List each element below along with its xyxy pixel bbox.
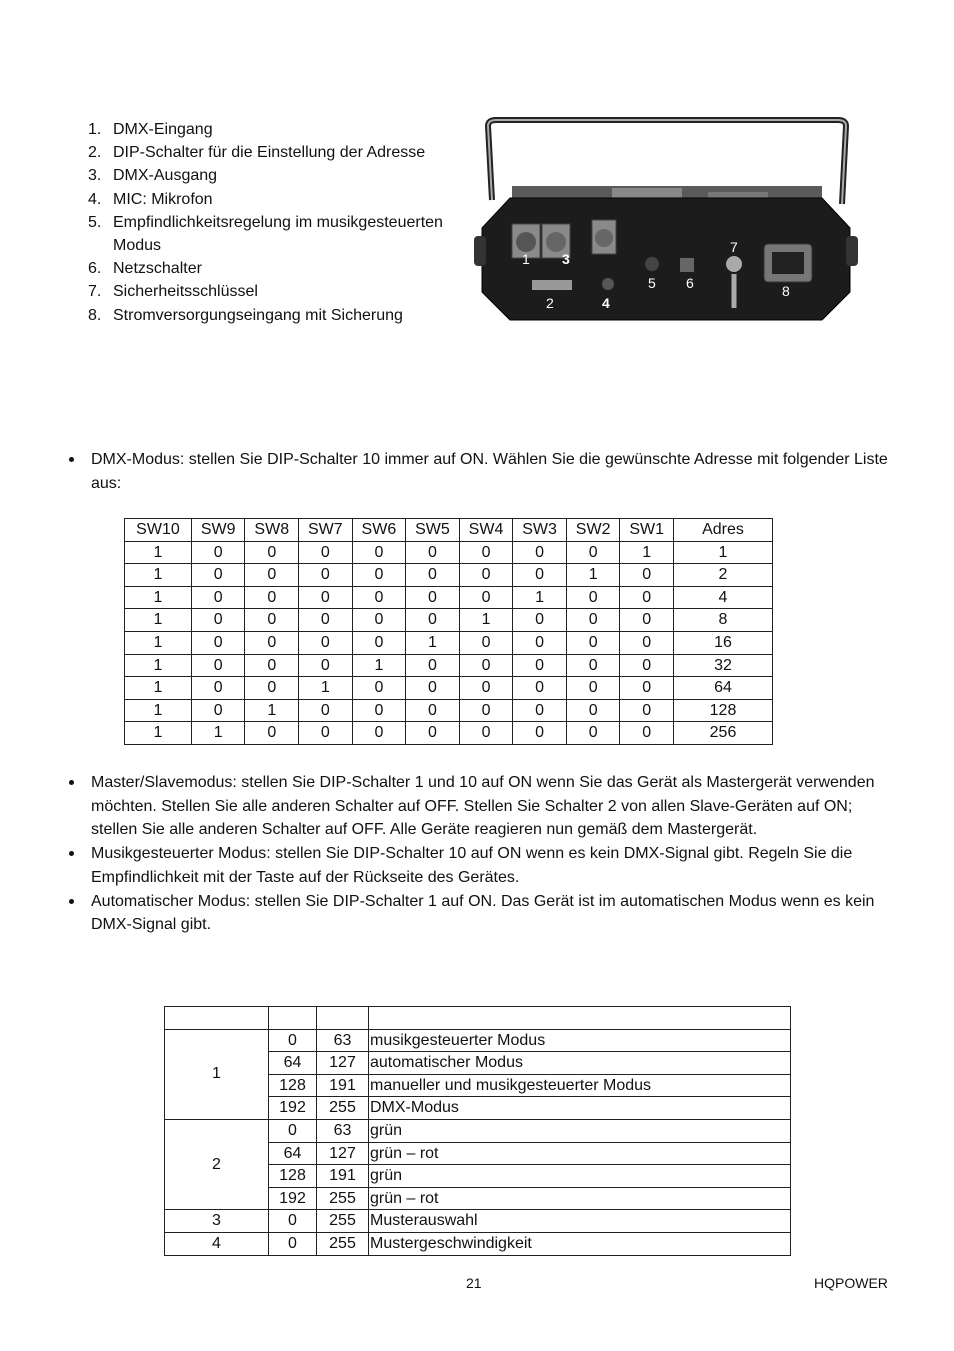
dip-switch-table (124, 518, 773, 745)
table-cell: 0 (406, 586, 460, 609)
device-label-7: 7 (730, 239, 738, 255)
table-cell: 0 (406, 564, 460, 587)
table-cell: 1 (674, 541, 773, 564)
table-cell: 1 (352, 654, 406, 677)
parts-list-item (88, 211, 458, 257)
table-cell: 1 (125, 564, 192, 587)
table-cell-to: 127 (317, 1142, 369, 1165)
table-cell: 0 (566, 609, 620, 632)
bullet-text: Musikgesteuerter Modus: stellen Sie DIP-Schalter 10 auf ON wenn es kein DMX-Signal gibt. Regeln Sie die Empfindlichkeit mit der Taste auf der Rückseite des Gerätes. (91, 845, 853, 886)
table-cell: 0 (299, 722, 353, 745)
table-cell: 1 (620, 541, 674, 564)
bullet-item (66, 890, 896, 937)
table-cell: 0 (352, 677, 406, 700)
table-cell-to: 255 (317, 1097, 369, 1120)
table-cell: 0 (513, 722, 567, 745)
table-cell: 0 (191, 631, 245, 654)
table-cell: 0 (620, 699, 674, 722)
table-row (125, 677, 773, 700)
table-cell: 2 (674, 564, 773, 587)
bullet-dot-icon (69, 899, 74, 904)
table-cell: 0 (352, 564, 406, 587)
table-cell-from: 128 (269, 1074, 317, 1097)
table-cell: 1 (125, 654, 192, 677)
table-cell: 0 (191, 541, 245, 564)
table-cell: 0 (245, 609, 299, 632)
table-header-cell (317, 1007, 369, 1030)
table-header-cell: SW4 (459, 519, 513, 542)
table-row (125, 722, 773, 745)
table-cell: 0 (566, 677, 620, 700)
table-cell-from: 128 (269, 1165, 317, 1188)
table-cell: 0 (299, 631, 353, 654)
table-cell: 0 (245, 654, 299, 677)
table-cell: 0 (459, 677, 513, 700)
parts-list-item (88, 164, 458, 187)
list-text: MIC: Mikrofon (113, 190, 213, 208)
parts-list-item (88, 304, 458, 327)
table-cell-to: 127 (317, 1052, 369, 1075)
table-cell: 1 (125, 586, 192, 609)
table-cell: 0 (620, 654, 674, 677)
list-text: DIP-Schalter für die Einstellung der Adresse (113, 144, 426, 162)
device-rear-panel-image (472, 112, 860, 326)
table-cell-desc: grün – rot (369, 1187, 791, 1210)
table-cell-to: 255 (317, 1232, 369, 1255)
table-cell: 0 (459, 699, 513, 722)
table-cell-to: 191 (317, 1165, 369, 1188)
list-number: 7. (88, 283, 102, 301)
table-cell: 0 (620, 722, 674, 745)
table-header-cell: SW5 (406, 519, 460, 542)
table-cell: 0 (245, 564, 299, 587)
table-cell: 0 (352, 631, 406, 654)
bullet-item (66, 842, 896, 889)
table-cell: 256 (674, 722, 773, 745)
channel-cell: 1 (165, 1029, 269, 1119)
device-label-8: 8 (782, 283, 790, 299)
table-row (125, 609, 773, 632)
table-cell: 1 (125, 541, 192, 564)
table-cell: 1 (299, 677, 353, 700)
table-cell: 0 (513, 677, 567, 700)
table-cell-desc: grün (369, 1119, 791, 1142)
list-text: Stromversorgungseingang mit Sicherung (113, 306, 403, 324)
table-cell: 0 (513, 564, 567, 587)
table-cell: 0 (245, 541, 299, 564)
table-cell: 0 (245, 586, 299, 609)
table-cell-desc: grün (369, 1165, 791, 1188)
table-cell: 0 (299, 654, 353, 677)
table-cell-from: 0 (269, 1232, 317, 1255)
table-cell: 0 (566, 654, 620, 677)
device-label-5: 5 (648, 275, 656, 291)
list-number: 6. (88, 260, 102, 278)
parts-list-item (88, 141, 458, 164)
mode-bullets (66, 771, 896, 937)
device-label-6: 6 (686, 275, 694, 291)
table-cell: 1 (125, 609, 192, 632)
bullet-dot-icon (69, 851, 74, 856)
bullet-text: Master/Slavemodus: stellen Sie DIP-Schalter 1 und 10 auf ON wenn Sie das Gerät als Mastergerät verwenden möchten. Stellen Sie alle anderen Schalter auf OFF. Stellen Sie Schalter 2 von allen Slave-Geräten auf ON; stellen Sie alle anderen Schalter auf OFF. Alle Geräte reagieren nun gemäß dem Mastergerät. (91, 774, 875, 838)
table-cell: 0 (513, 654, 567, 677)
table-row (125, 564, 773, 587)
list-number: 1. (88, 121, 102, 138)
table-cell: 0 (620, 677, 674, 700)
page-number: 21 (466, 1275, 482, 1291)
table-cell: 0 (245, 631, 299, 654)
table-cell-desc: Mustergeschwindigkeit (369, 1232, 791, 1255)
parts-list-item (88, 257, 458, 280)
table-cell: 0 (513, 631, 567, 654)
table-cell: 1 (245, 699, 299, 722)
table-cell: 0 (459, 631, 513, 654)
table-cell-desc: automatischer Modus (369, 1052, 791, 1075)
table-header-cell (269, 1007, 317, 1030)
table-cell: 0 (406, 722, 460, 745)
table-row (165, 1119, 791, 1142)
list-text: Empfindlichkeitsregelung im musikgesteuerten Modus (113, 213, 443, 255)
table-cell-to: 63 (317, 1119, 369, 1142)
table-cell: 0 (459, 564, 513, 587)
table-cell: 0 (352, 609, 406, 632)
table-cell-desc: Musterauswahl (369, 1210, 791, 1233)
table-cell: 0 (245, 677, 299, 700)
list-number: 4. (88, 190, 102, 208)
table-row (125, 699, 773, 722)
table-cell-from: 64 (269, 1052, 317, 1075)
parts-list-item (88, 188, 458, 211)
device-label-1: 1 (522, 251, 530, 267)
table-cell: 1 (125, 677, 192, 700)
table-cell-to: 63 (317, 1029, 369, 1052)
table-row (125, 631, 773, 654)
table-cell: 0 (406, 654, 460, 677)
table-cell: 0 (566, 541, 620, 564)
list-number: 5. (88, 213, 102, 231)
table-cell: 0 (620, 631, 674, 654)
table-cell: 0 (620, 586, 674, 609)
table-cell-from: 0 (269, 1119, 317, 1142)
table-cell-to: 191 (317, 1074, 369, 1097)
table-cell: 0 (566, 722, 620, 745)
table-cell: 0 (299, 564, 353, 587)
list-number: 3. (88, 167, 102, 185)
table-cell: 1 (191, 722, 245, 745)
table-cell: 0 (406, 699, 460, 722)
table-cell: 64 (674, 677, 773, 700)
dmx-mode-bullet (66, 448, 896, 496)
table-header-cell (165, 1007, 269, 1030)
bullet-text: DMX-Modus: stellen Sie DIP-Schalter 10 immer auf ON. Wählen Sie die gewünschte Adresse mit folgender Liste aus: (91, 451, 888, 492)
list-text: Netzschalter (113, 260, 202, 278)
table-cell: 0 (513, 541, 567, 564)
table-row (165, 1232, 791, 1255)
table-cell-desc: manueller und musikgesteuerter Modus (369, 1074, 791, 1097)
bullet-item (66, 448, 896, 495)
table-header-cell: SW7 (299, 519, 353, 542)
list-number: 8. (88, 306, 102, 324)
table-header-cell: SW1 (620, 519, 674, 542)
table-cell: 0 (513, 609, 567, 632)
device-label-3: 3 (562, 251, 570, 267)
device-label-4: 4 (602, 295, 610, 311)
table-cell: 0 (299, 609, 353, 632)
table-cell: 0 (620, 564, 674, 587)
table-cell: 0 (299, 586, 353, 609)
table-cell-desc: grün – rot (369, 1142, 791, 1165)
footer-brand: HQPOWER (814, 1275, 888, 1291)
list-text: DMX-Ausgang (113, 167, 218, 185)
table-header-cell: SW6 (352, 519, 406, 542)
table-cell: 0 (513, 699, 567, 722)
table-header-cell: SW9 (191, 519, 245, 542)
table-cell-from: 64 (269, 1142, 317, 1165)
table-cell: 0 (620, 609, 674, 632)
table-cell: 0 (191, 586, 245, 609)
table-cell: 0 (352, 699, 406, 722)
table-cell: 32 (674, 654, 773, 677)
dmx-channel-table (164, 1006, 791, 1256)
table-cell: 0 (191, 677, 245, 700)
table-cell-to: 255 (317, 1210, 369, 1233)
table-cell: 0 (566, 699, 620, 722)
list-text: Sicherheitsschlüssel (113, 283, 258, 301)
table-cell: 1 (566, 564, 620, 587)
table-row (165, 1210, 791, 1233)
table-cell: 1 (406, 631, 460, 654)
table-cell-from: 192 (269, 1097, 317, 1120)
table-cell-desc: DMX-Modus (369, 1097, 791, 1120)
table-cell-from: 192 (269, 1187, 317, 1210)
table-cell: 0 (245, 722, 299, 745)
table-cell: 1 (125, 631, 192, 654)
table-header-row (165, 1007, 791, 1030)
table-cell-from: 0 (269, 1210, 317, 1233)
list-number: 2. (88, 144, 102, 162)
table-cell: 0 (566, 631, 620, 654)
table-row (125, 654, 773, 677)
table-row (165, 1029, 791, 1052)
channel-cell: 3 (165, 1210, 269, 1233)
table-cell: 1 (125, 722, 192, 745)
table-cell: 0 (299, 699, 353, 722)
table-cell: 0 (459, 586, 513, 609)
table-cell-from: 0 (269, 1029, 317, 1052)
table-cell: 4 (674, 586, 773, 609)
table-cell: 0 (191, 699, 245, 722)
table-cell: 0 (459, 541, 513, 564)
table-cell: 0 (459, 722, 513, 745)
table-cell: 8 (674, 609, 773, 632)
parts-list (88, 118, 458, 327)
table-cell: 128 (674, 699, 773, 722)
table-cell: 16 (674, 631, 773, 654)
table-row (125, 586, 773, 609)
table-cell: 0 (406, 677, 460, 700)
table-cell: 0 (299, 541, 353, 564)
table-cell: 1 (459, 609, 513, 632)
table-header-cell: SW2 (566, 519, 620, 542)
table-cell: 1 (125, 699, 192, 722)
table-header-cell: Adres (674, 519, 773, 542)
table-cell: 0 (566, 586, 620, 609)
bullet-dot-icon (69, 780, 74, 785)
parts-list-item (88, 118, 458, 141)
table-cell: 0 (459, 654, 513, 677)
parts-list-item (88, 280, 458, 303)
table-header-cell: SW3 (513, 519, 567, 542)
table-cell-desc: musikgesteuerter Modus (369, 1029, 791, 1052)
table-cell: 0 (352, 586, 406, 609)
bullet-item (66, 771, 896, 842)
table-header-row (125, 519, 773, 542)
table-cell: 0 (352, 722, 406, 745)
channel-cell: 2 (165, 1119, 269, 1209)
bullet-text: Automatischer Modus: stellen Sie DIP-Schalter 1 auf ON. Das Gerät ist im automatischen Modus wenn es kein DMX-Signal gibt. (91, 892, 875, 933)
table-cell: 0 (406, 541, 460, 564)
table-header-cell: SW8 (245, 519, 299, 542)
table-cell: 0 (191, 654, 245, 677)
table-cell: 0 (406, 609, 460, 632)
bullet-dot-icon (69, 457, 74, 462)
list-text: DMX-Eingang (113, 121, 213, 138)
device-label-2: 2 (546, 295, 554, 311)
table-cell: 1 (513, 586, 567, 609)
table-row (125, 541, 773, 564)
table-cell: 0 (352, 541, 406, 564)
channel-cell: 4 (165, 1232, 269, 1255)
table-cell: 0 (191, 564, 245, 587)
table-header-cell (369, 1007, 791, 1030)
table-header-cell: SW10 (125, 519, 192, 542)
table-cell-to: 255 (317, 1187, 369, 1210)
table-cell: 0 (191, 609, 245, 632)
